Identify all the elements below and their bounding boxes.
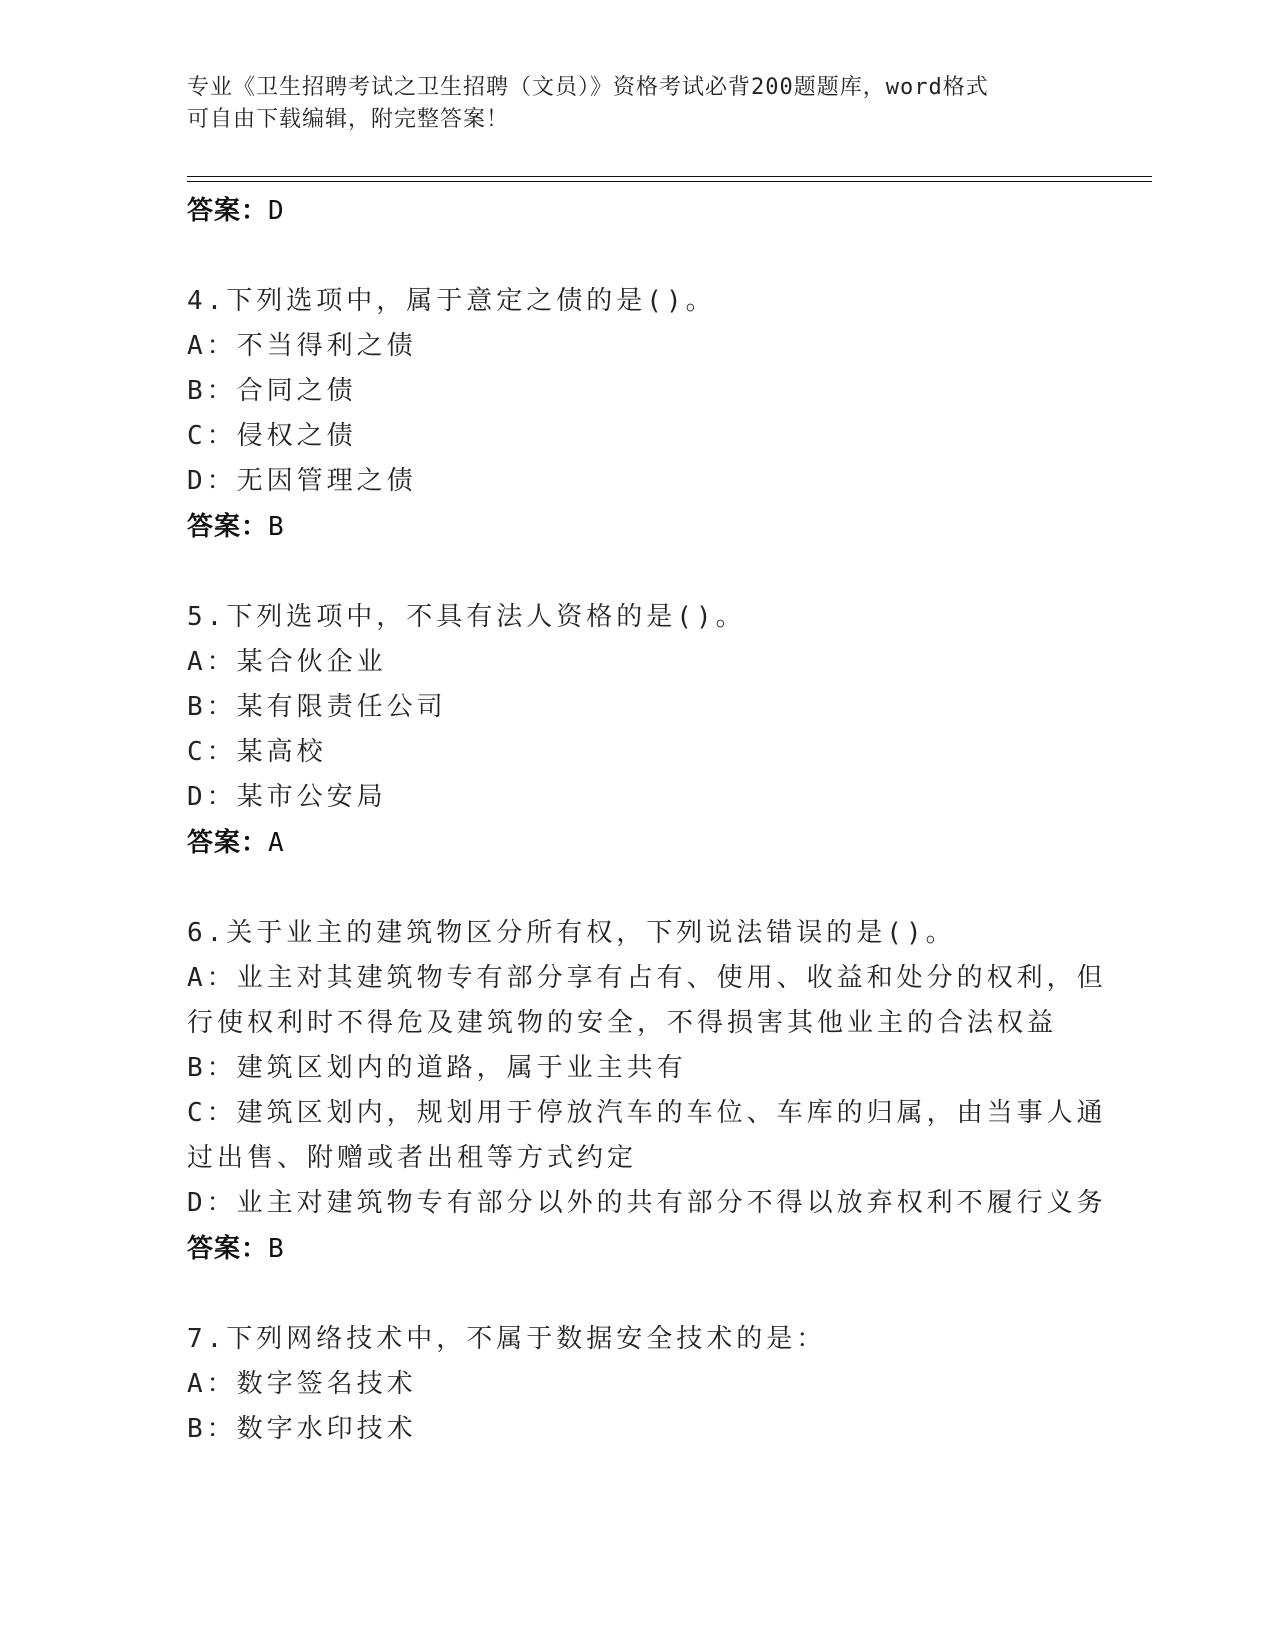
question-stem: 5.下列选项中，不具有法人资格的是()。	[187, 602, 746, 632]
option-c	[187, 730, 1087, 775]
option-letter: B：	[187, 1414, 237, 1444]
option-letter: B：	[187, 692, 237, 722]
option-letter: A：	[187, 331, 237, 361]
option-text: 某合伙企业	[236, 647, 387, 677]
option-text: 数字签名技术	[236, 1369, 417, 1399]
answer-value: B	[268, 512, 285, 542]
option-a	[187, 1362, 1087, 1407]
option-c-continuation: 过出售、附赠或者出租等方式约定	[187, 1143, 638, 1173]
option-text: 不当得利之债	[236, 331, 417, 361]
option-letter: D：	[187, 466, 237, 496]
answer-value: A	[268, 828, 285, 858]
option-a	[187, 324, 1087, 369]
option-text: 业主对其建筑物专有部分享有占有、使用、收益和处分的权利，但	[236, 963, 1107, 993]
option-text: 建筑区划内，规划用于停放汽车的车位、车库的归属，由当事人通	[236, 1098, 1107, 1128]
header-line-1: 专业《卫生招聘考试之卫生招聘（文员）》资格考试必背200题题库，word格式	[187, 75, 989, 100]
option-c	[187, 414, 1087, 459]
option-b	[187, 685, 1087, 730]
option-letter: D：	[187, 782, 237, 812]
answer-value: B	[268, 1234, 285, 1264]
option-text: 建筑区划内的道路，属于业主共有	[236, 1053, 687, 1083]
option-b	[187, 369, 1087, 414]
option-letter: C：	[187, 737, 237, 767]
question-6	[187, 911, 1107, 1272]
question-4	[187, 279, 1087, 550]
option-letter: C：	[187, 1098, 237, 1128]
option-letter: B：	[187, 376, 237, 406]
option-text: 合同之债	[236, 376, 357, 406]
answer-label: 答案：	[187, 512, 269, 542]
option-text: 某有限责任公司	[236, 692, 447, 722]
option-text: 某高校	[236, 737, 327, 767]
option-text: 侵权之债	[236, 421, 357, 451]
header-divider-bottom	[187, 181, 1152, 182]
header-line-2: 可自由下载编辑，附完整答案！	[187, 107, 510, 132]
option-text: 数字水印技术	[236, 1414, 417, 1444]
answer-q4	[187, 504, 1087, 550]
answer-label: 答案：	[187, 196, 269, 226]
answer-label: 答案：	[187, 1234, 269, 1264]
option-text: 无因管理之债	[236, 466, 417, 496]
option-text: 某市公安局	[236, 782, 387, 812]
option-text: 业主对建筑物专有部分以外的共有部分不得以放弃权利不履行义务	[236, 1188, 1107, 1218]
option-letter: D：	[187, 1188, 237, 1218]
question-5	[187, 595, 1087, 866]
document-header	[187, 72, 1067, 136]
option-a	[187, 640, 1087, 685]
option-letter: B：	[187, 1053, 237, 1083]
option-d	[187, 459, 1087, 504]
question-stem: 4.下列选项中，属于意定之债的是()。	[187, 286, 716, 316]
answer-label: 答案：	[187, 828, 269, 858]
question-stem: 6.关于业主的建筑物区分所有权，下列说法错误的是()。	[187, 918, 956, 948]
answer-q6	[187, 1226, 1087, 1272]
answer-value: D	[268, 196, 285, 226]
option-letter: A：	[187, 647, 237, 677]
header-divider-top	[187, 176, 1152, 177]
option-b	[187, 1407, 1087, 1452]
answer-q3	[187, 188, 1087, 234]
option-b	[187, 1046, 1087, 1091]
option-letter: A：	[187, 1369, 237, 1399]
option-d	[187, 775, 1087, 820]
option-letter: C：	[187, 421, 237, 451]
option-letter: A：	[187, 963, 237, 993]
question-list	[187, 188, 1107, 1452]
option-a-continuation: 行使权利时不得危及建筑物的安全，不得损害其他业主的合法权益	[187, 1008, 1058, 1038]
question-stem: 7.下列网络技术中，不属于数据安全技术的是：	[187, 1324, 827, 1354]
answer-q5	[187, 820, 1087, 866]
option-a	[187, 956, 1107, 1001]
option-d	[187, 1181, 1107, 1226]
option-c	[187, 1091, 1107, 1136]
question-7	[187, 1317, 1087, 1452]
